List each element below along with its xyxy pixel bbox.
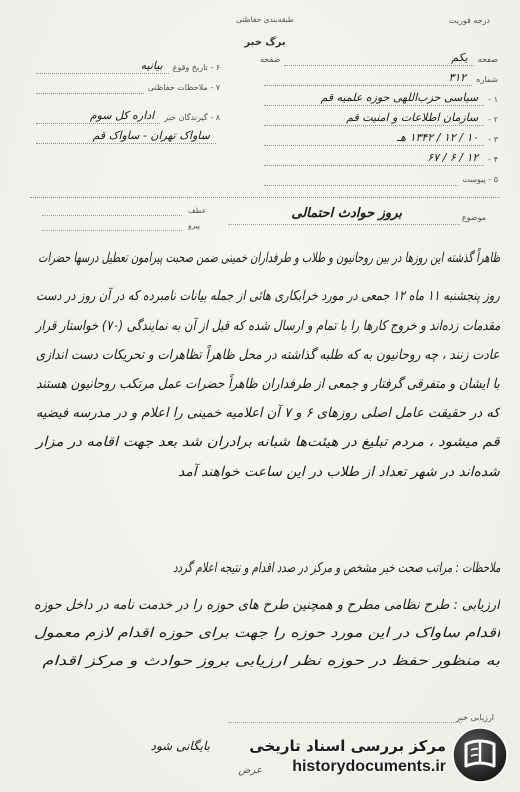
margin-mark [228, 763, 262, 779]
reference-peyro-label: پیرو [188, 221, 201, 230]
body-line-text: عادت زنند ، چه روحانیون به که طلبه گذاشته در محل ظاهراً تظاهرات و تحریکات دست اندازی [36, 347, 500, 363]
field-value-text: اداره کل سوم [89, 109, 155, 122]
field-label: ۴ - [488, 155, 498, 164]
field-label: ۱ - [488, 95, 498, 104]
field-value-text: سازمان اطلاعات و امنیت قم [346, 111, 479, 124]
remarks-line-text: به منظور حفظ در حوزه نظر ارزیابی بروز حوادث و مرکز اقدام [42, 653, 500, 669]
body-line [174, 461, 500, 483]
field-label: صفحه [477, 55, 498, 64]
field-label: شماره [476, 75, 498, 84]
body-line-text: قم میشود ، مردم تبلیغ در هیئت‌ها شبانه برادران شد بعد جهت اقامه در مزار [36, 434, 500, 450]
field-attachment [260, 170, 498, 186]
body-line-text: روز پنجشنبه ۱۱ ماه ۱۲ جمعی در مورد خرابکاری هائی از جمله بیانات نامبرده که در آن روز در دست [36, 288, 500, 304]
evaluation-label: ارزیابی خبر [456, 713, 494, 722]
field-3 [260, 130, 498, 146]
field-value-text: یکم [451, 51, 468, 64]
field-value-text: ۱۲ / ۶ / ۶۷ [427, 151, 479, 164]
field-label: ۶ - تاریخ وقوع [172, 63, 220, 72]
body-line [34, 247, 500, 269]
urgency-label: درجه فوریت [448, 16, 490, 25]
body-line [32, 431, 500, 453]
body-line [32, 344, 500, 366]
section-divider [30, 197, 500, 198]
field-value-text: ساواک تهران - ساواک قم [92, 129, 210, 142]
field-value [264, 130, 484, 146]
field-value [284, 50, 473, 66]
field-label: ۵ - پیوست [462, 175, 498, 184]
field-recipients [32, 108, 220, 124]
field-value [36, 108, 160, 124]
subject-value [282, 203, 402, 225]
field-value [36, 128, 216, 144]
remarks-line [30, 650, 500, 672]
watermark-name: مرکز بررسی اسناد تاریخی [249, 737, 446, 755]
field-value [264, 70, 472, 86]
subject-value-text: بروز حوادث احتمالی [291, 206, 402, 221]
field-security-notes [32, 78, 220, 94]
field-label: ۷ - ملاحظات حفاظتی [147, 83, 220, 92]
evaluation-note-text: بایگانی شود [150, 739, 210, 753]
reference-atf-label: عطف [188, 206, 207, 215]
field-date-occurred [32, 58, 220, 74]
evaluation-note [106, 736, 210, 756]
body-line [32, 402, 500, 424]
remarks-line [168, 557, 500, 579]
field-number [260, 70, 498, 86]
field-2 [260, 110, 498, 126]
field-value [264, 170, 458, 186]
field-value [264, 110, 484, 126]
margin-mark-text: عرض [238, 765, 262, 776]
body-line [32, 285, 500, 307]
field-value-text: سیاسی حزب‌اللهی حوزه علمیه قم [320, 91, 479, 104]
subject-label: موضوع [461, 213, 486, 222]
field-value [36, 78, 144, 94]
field-value [36, 58, 169, 74]
field-label: ۳ - [488, 135, 498, 144]
body-line-text: مقدمات زده‌اند و خروج کارها را با تمام و ارسال شده که قبل از آن به نمایندگی (۷۰) خواستار قرار [35, 318, 500, 334]
field-4 [260, 150, 498, 166]
body-line [32, 373, 500, 395]
field-page [260, 50, 498, 66]
body-line [32, 315, 500, 337]
field-label: ۸ - گیرندگان خبر [164, 113, 220, 122]
field-value-text: بیانیه [140, 59, 163, 72]
remarks-line-text: ملاحظات : مراتب صحت خبر مشخص و مرکز در صدد اقدام و نتیجه اعلام گردد [172, 560, 500, 576]
field-value [264, 90, 484, 106]
body-line-text: با ایشان و متفرقی گرفتار و جمعی از طرفداران ظاهراً حضرات عمل مرتکب روحانیون هستند [36, 376, 500, 392]
field-value [264, 150, 484, 166]
reference-peyro-line [42, 230, 182, 231]
field-value-text: ۱۰ / ۱۲ / ۱۳۴۲ هـ [397, 131, 479, 144]
field-suffix: صفحه [260, 55, 281, 64]
watermark-url: historydocuments.ir [292, 758, 446, 775]
remarks-line-text: اقدام ساواک در این مورد حوزه را جهت برای حوزه اقدام لازم معمول [33, 625, 500, 641]
field-recipients-continued [32, 128, 220, 144]
remarks-line [30, 622, 500, 644]
archive-book-icon [452, 727, 508, 783]
remarks-line [30, 594, 500, 616]
body-line-text: شده‌اند در شهر تعداد از طلاب در این ساعت خواهند آمد [178, 464, 500, 480]
field-1 [260, 90, 498, 106]
form-title: برگ خبر [244, 37, 286, 48]
classification-label: طبقه‌بندی حفاظتی [236, 15, 294, 24]
remarks-line-text: ارزیابی : طرح نظامی مطرح و همچنین طرح های حوزه را در خدمت نامه در داخل حوزه [34, 597, 500, 613]
body-line-text: ظاهراً گذشته این روزها در بین روحانیون و طلاب و طرفداران خمینی ضمن صحبت پیرامون تعطیل درسها حضرات [37, 250, 500, 266]
field-label: ۲ - [488, 115, 498, 124]
field-value-text: ۳۱۲ [448, 71, 467, 84]
body-line-text: که در حقیقت عامل اصلی روزهای ۶ و ۷ آن اعلامیه خمینی را اعلام و در مدرسه فیضیه [36, 405, 500, 421]
reference-atf-line [42, 215, 182, 216]
evaluation-line [228, 722, 462, 723]
